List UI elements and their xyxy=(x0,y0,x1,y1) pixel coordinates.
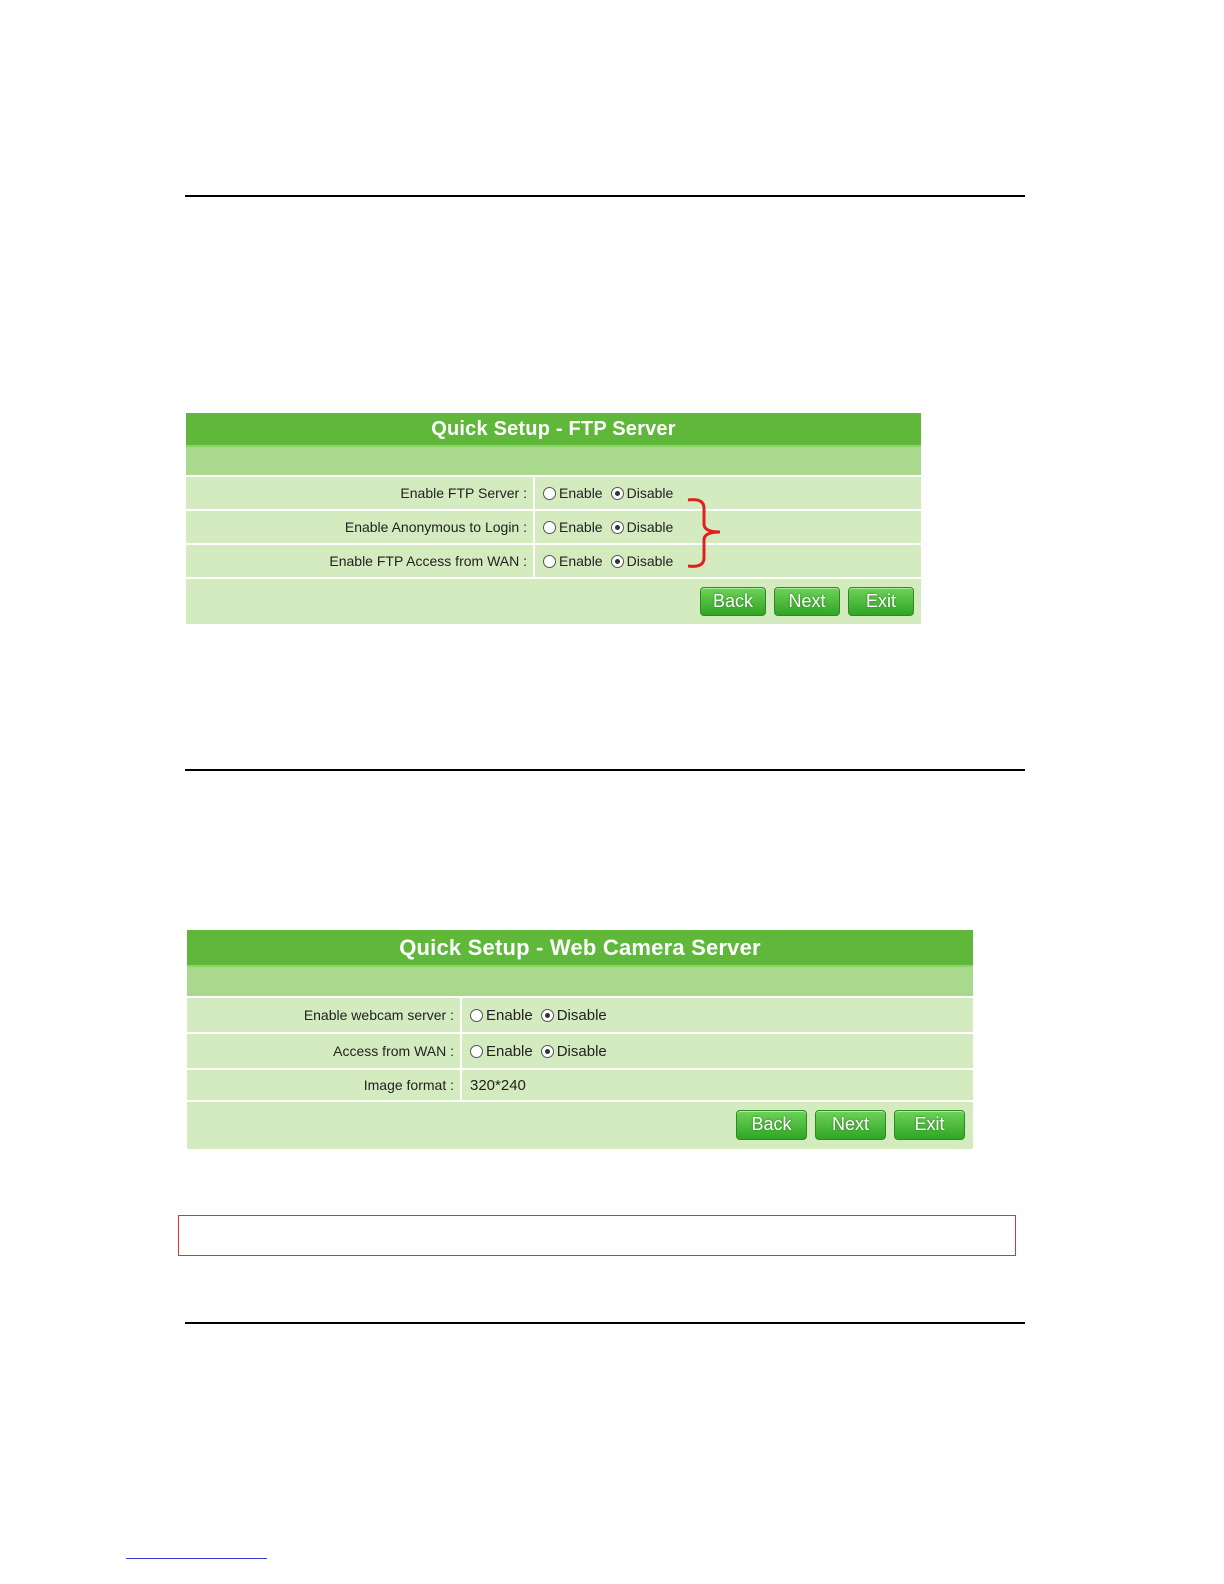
radio-unselected-icon[interactable] xyxy=(543,487,556,500)
red-brace-annotation xyxy=(686,492,736,572)
webcam-server-panel xyxy=(187,930,973,1149)
section-divider-2 xyxy=(185,769,1025,771)
option-label: Enable xyxy=(559,519,603,535)
option-label: Enable xyxy=(486,1006,533,1024)
ftp-row-anonymous-login xyxy=(186,511,921,545)
option-label: Disable xyxy=(626,519,674,535)
ftp-row-enable-server xyxy=(186,477,921,511)
next-button[interactable]: Next xyxy=(815,1110,886,1140)
ftp-wan-access-enable-option[interactable] xyxy=(543,553,603,569)
webcam-row-enable-server xyxy=(187,998,973,1034)
option-label: Disable xyxy=(626,485,674,501)
webcam-panel-subheader xyxy=(187,967,973,998)
webcam-button-bar xyxy=(187,1102,973,1147)
webcam-wan-access-enable-option[interactable] xyxy=(470,1043,533,1060)
ftp-enable-server-label: Enable FTP Server : xyxy=(186,477,535,509)
option-label: Enable xyxy=(559,485,603,501)
ftp-server-panel xyxy=(186,413,921,624)
ftp-anonymous-disable-option[interactable] xyxy=(611,519,674,535)
webcam-enable-server-options xyxy=(462,998,615,1032)
ftp-button-bar xyxy=(186,579,921,624)
option-label: Enable xyxy=(486,1042,533,1060)
radio-unselected-icon[interactable] xyxy=(543,521,556,534)
exit-button[interactable]: Exit xyxy=(848,587,914,616)
ftp-wan-access-disable-option[interactable] xyxy=(611,553,674,569)
exit-button[interactable]: Exit xyxy=(894,1110,965,1140)
webcam-enable-server-label: Enable webcam server : xyxy=(187,998,462,1032)
footnote-rule xyxy=(126,1558,267,1559)
ftp-wan-access-label: Enable FTP Access from WAN : xyxy=(186,545,535,577)
webcam-wan-access-disable-option[interactable] xyxy=(541,1043,607,1060)
radio-unselected-icon[interactable] xyxy=(470,1009,483,1022)
webcam-row-wan-access xyxy=(187,1034,973,1070)
ftp-row-wan-access xyxy=(186,545,921,579)
image-format-label: Image format : xyxy=(187,1070,462,1100)
section-divider-3 xyxy=(185,1322,1025,1324)
option-label: Disable xyxy=(556,1042,607,1060)
webcam-panel-title: Quick Setup - Web Camera Server xyxy=(187,930,973,967)
ftp-enable-server-disable-option[interactable] xyxy=(611,485,674,501)
radio-selected-icon[interactable] xyxy=(611,521,624,534)
webcam-wan-access-label: Access from WAN : xyxy=(187,1034,462,1068)
ftp-anonymous-enable-option[interactable] xyxy=(543,519,603,535)
ftp-enable-server-enable-option[interactable] xyxy=(543,485,603,501)
webcam-row-image-format xyxy=(187,1070,973,1102)
next-button[interactable]: Next xyxy=(774,587,840,616)
webcam-wan-access-options xyxy=(462,1034,615,1068)
ftp-anonymous-options xyxy=(535,511,681,543)
radio-selected-icon[interactable] xyxy=(611,487,624,500)
radio-unselected-icon[interactable] xyxy=(470,1045,483,1058)
radio-selected-icon[interactable] xyxy=(611,555,624,568)
note-box xyxy=(178,1215,1016,1256)
radio-selected-icon[interactable] xyxy=(541,1009,554,1022)
option-label: Enable xyxy=(559,553,603,569)
brace-icon xyxy=(688,500,720,567)
ftp-panel-subheader xyxy=(186,447,921,477)
ftp-wan-access-options xyxy=(535,545,681,577)
option-label: Disable xyxy=(556,1006,607,1024)
back-button[interactable]: Back xyxy=(700,587,766,616)
ftp-panel-title: Quick Setup - FTP Server xyxy=(186,413,921,447)
ftp-enable-server-options xyxy=(535,477,681,509)
radio-unselected-icon[interactable] xyxy=(543,555,556,568)
webcam-enable-server-enable-option[interactable] xyxy=(470,1007,533,1024)
webcam-enable-server-disable-option[interactable] xyxy=(541,1007,607,1024)
ftp-anonymous-label: Enable Anonymous to Login : xyxy=(186,511,535,543)
option-label: Disable xyxy=(626,553,674,569)
radio-selected-icon[interactable] xyxy=(541,1045,554,1058)
back-button[interactable]: Back xyxy=(736,1110,807,1140)
section-divider-1 xyxy=(185,195,1025,197)
image-format-value: 320*240 xyxy=(470,1076,526,1094)
